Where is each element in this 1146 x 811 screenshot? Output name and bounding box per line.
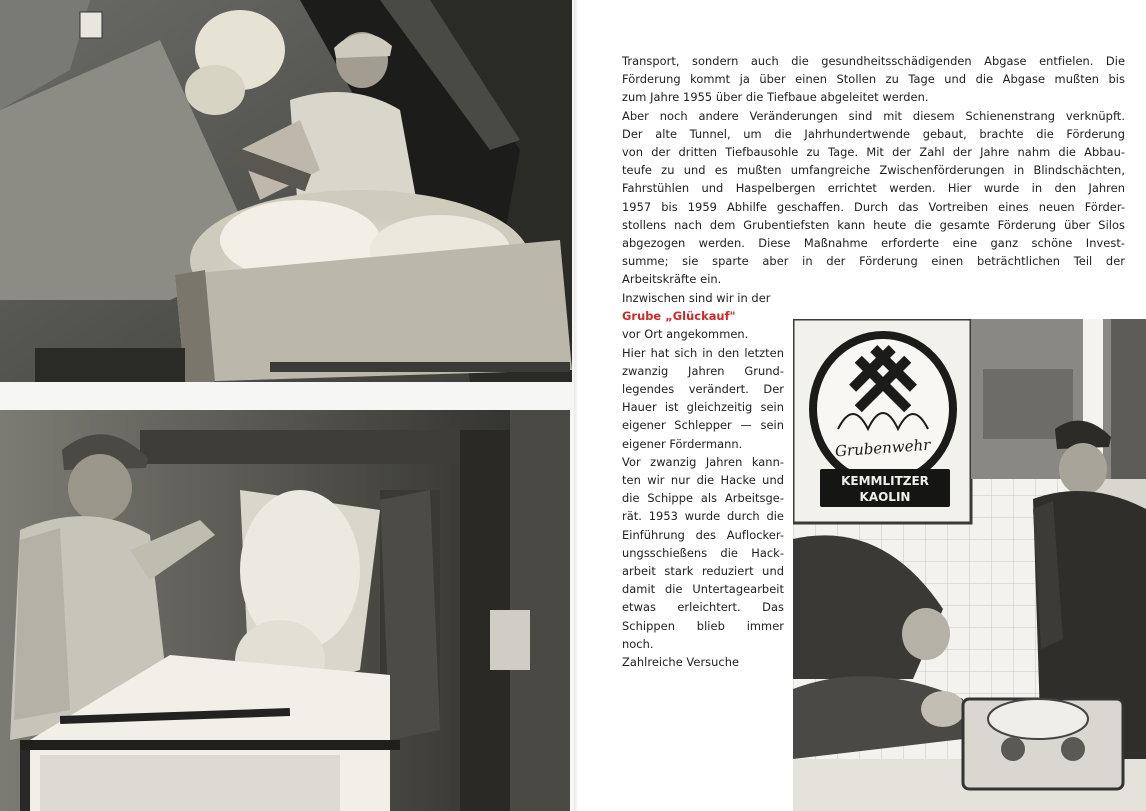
photo-miner-chute xyxy=(0,410,570,811)
text-line: stollens nach dem Grubentiefsten kann heute die gesamte Förderung über Silos xyxy=(622,217,1125,232)
grube-glueckauf-highlight: Grube „Glückauf" xyxy=(622,309,736,324)
text-line: arbeit stark reduziert und xyxy=(622,564,784,579)
paragraph-grube-glueckauf xyxy=(622,289,784,453)
photo-mine-rescue xyxy=(793,319,1146,811)
text-line: Förderung kommt ja über einen Stollen zu Tage und die Abgase mußten bis xyxy=(622,72,1125,87)
paragraph-transport xyxy=(622,52,1125,107)
narrow-text-column xyxy=(622,289,784,671)
text-line: ungsschießens die Hack- xyxy=(622,545,784,560)
paragraph-hacke-schippe xyxy=(622,453,784,653)
text-line: etwas erleichtert. Das xyxy=(622,600,784,615)
text-line: Einführung des Auflocker- xyxy=(622,527,784,542)
text-line: eigener Fördermann. xyxy=(622,436,743,451)
text-line: Fahrstühlen und Haspelbergen errichtet werden. Hier wurde in den Jahren xyxy=(622,181,1125,196)
paragraph-versuche xyxy=(622,653,784,671)
text-line: teufe zu und es mußten umfangreiche Zwischenförderungen in Blindschächten, xyxy=(622,163,1125,178)
kemmlitzer-sign-line-2: KAOLIN xyxy=(859,490,911,504)
text-line: ten wir nur die Hacke und xyxy=(622,473,784,488)
text-line: Schippen blieb immer xyxy=(622,618,784,633)
grubenwehr-emblem-text: Grubenwehr xyxy=(834,435,931,461)
text-line: Aber noch andere Veränderungen sind mit diesem Schienenstrang verknüpft. xyxy=(622,108,1125,123)
text-line: Arbeitskräfte ein. xyxy=(622,272,722,287)
text-line: Hier hat sich in den letzten xyxy=(622,345,784,360)
text-line: abgezogen werden. Diese Maßnahme erforderte eine ganz schöne Invest- xyxy=(622,236,1125,251)
text-line: damit die Untertagearbeit xyxy=(622,582,784,597)
text-line: Inzwischen sind wir in der xyxy=(622,291,771,305)
kemmlitzer-sign-line-1: KEMMLITZER xyxy=(841,474,929,488)
text-line: zum Jahre 1955 über die Tiefbaue abgeleitet werden. xyxy=(622,90,929,105)
text-line: Transport, sondern auch die gesundheitsschädigenden Abgase entfielen. Die xyxy=(622,54,1125,68)
text-line: vor Ort angekommen. xyxy=(622,327,749,342)
main-text-column xyxy=(622,52,1125,289)
text-line: zwanzig Jahren Grund- xyxy=(622,363,784,378)
text-line: Zahlreiche Versuche xyxy=(622,655,740,670)
text-line: rät. 1953 wurde durch die xyxy=(622,509,784,524)
text-line: 1957 bis 1959 Abhilfe geschaffen. Durch das Vortreiben eines neuen Förder- xyxy=(622,199,1125,214)
paragraph-veraenderungen xyxy=(622,107,1125,289)
text-line: noch. xyxy=(622,636,654,651)
text-line: Hauer ist gleichzeitig sein xyxy=(622,400,784,415)
text-line: legendes verändert. Der xyxy=(622,382,784,397)
text-line: Der alte Tunnel, um die Jahrhundertwende gebaut, brachte die Förderung xyxy=(622,126,1125,141)
photo-miner-shoveling xyxy=(0,0,572,382)
text-line: summe; sie sparte aber in der Förderung einen beträchtlichen Teil der xyxy=(622,254,1125,269)
text-line: die Schippe als Arbeitsge- xyxy=(622,491,784,506)
text-line: eigener Schlepper — sein xyxy=(622,418,784,433)
text-line: Vor zwanzig Jahren kann- xyxy=(622,454,784,469)
text-line: von der dritten Tiefbausohle zu Tage. Mit der Zahl der Jahre nahm die Abbau- xyxy=(622,145,1125,160)
